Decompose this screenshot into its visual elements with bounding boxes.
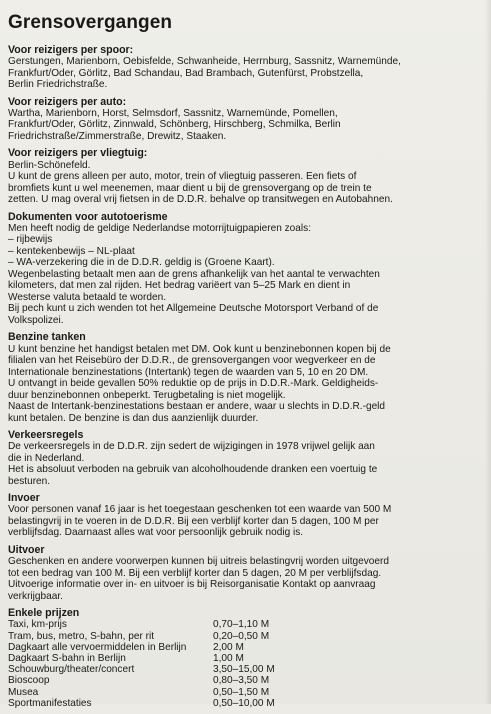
- price-label: Dagkaart alle vervoermiddelen in Berlijn: [8, 641, 187, 653]
- price-value: 0,80–3,50 M: [213, 675, 270, 687]
- price-label: Sportmanifestaties: [8, 697, 92, 709]
- price-value: 0,70–1,10 M: [213, 619, 270, 631]
- table-row: [8, 642, 333, 653]
- section-heading-traffic-rules: Verkeersregels: [8, 429, 84, 442]
- price-label: Dagkaart S-bahn in Berlijn: [8, 652, 126, 664]
- section-text-traffic-rules: De verkeersregels in de D.D.R. zijn sedert de wijzigingen in 1978 vrijwel gelijk aan die in Nederland. Het is absoluut verboden na gebruik van alcoholhoudende dranken een voertuig te besturen.: [8, 441, 378, 487]
- price-value: 3,50–15,00 M: [213, 664, 275, 676]
- table-row: [8, 675, 333, 686]
- price-label: Taxi, km-prijs: [8, 619, 67, 631]
- page-title: Grensovergangen: [8, 12, 173, 33]
- price-value: 1,00 M: [213, 652, 244, 664]
- table-row: [8, 664, 333, 675]
- section-plane: [8, 147, 478, 205]
- price-value: 0,20–0,50 M: [213, 630, 270, 642]
- price-label: Tram, bus, metro, S-bahn, per rit: [8, 630, 155, 642]
- price-label: Bioscoop: [8, 675, 50, 687]
- section-text-documents: Men heeft nodig de geldige Nederlandse motorrijtuigpapieren zoals: – rijbewijs – kentekenbewijs – NL-plaat – WA-verzekering die in de D.D.R. geldig is (Groene Kaart). Wegenbelasting betaalt men aan de grens afhankelijk van het aantal te verwachten kilometers, dat men zal rijden. Het bedrag variëert van 5–25 Mark en dient in Westerse valuta betaald te worden. Bij pech kunt u zich wenden tot het Allgemeine Deutsche Motorsport Verband of de Volkspolizei.: [8, 222, 380, 326]
- section-text-export: Geschenken en andere voorwerpen kunnen bij uitreis belastingvrij worden uitgevoerd tot een bedrag van 100 M. Bij een verblijf korter dan 5 dagen, 20 M per verblijfsdag. Uitvoerige informatie over in- en uitvoer is bij Reisorganisatie Kontakt op aanvraag verkrijgbaar.: [8, 556, 389, 602]
- page-edge-shadow: [485, 0, 491, 704]
- price-label: Schouwburg/theater/concert: [8, 664, 135, 676]
- section-text-plane: Berlin-Schönefeld. U kunt de grens alleen per auto, motor, trein of vliegtuig passeren. Een fiets of bromfiets kunt u wel meenemen, maar dient u bij de grensovergang op de trein te zetten. U mag overal vrij fietsen in de D.D.R. behalve op transitwegen en Autobahnen.: [8, 159, 393, 206]
- table-row: [8, 619, 333, 630]
- section-petrol: [8, 331, 478, 424]
- section-import: [8, 492, 478, 539]
- table-row: [8, 698, 333, 709]
- section-prices: [8, 607, 478, 709]
- price-value: 2,00 M: [213, 641, 244, 653]
- table-row: [8, 687, 333, 698]
- section-text-petrol: U kunt benzine het handigst betalen met DM. Ook kunt u benzinebonnen kopen bij de filialen van het Reisebüro der D.D.R., de grensovergangen voor wegverkeer en de Internationale benzinestations (Intertank) tegen de waarden van 5, 10 en 20 DM. U ontvangt in beide gevallen 50% reduktie op de prijs in D.D.R.-Mark. Geldigheids- duur benzinebonnen onbeperkt. Terugbetaling is niet mogelijk. Naast de Intertank-benzinestations bestaan er andere, waar u slechts in D.D.R.-geld kunt betalen. De benzine is dan dus aanzienlijk duurder.: [8, 343, 391, 424]
- price-table: [8, 619, 333, 709]
- section-heading-documents: Dokumenten voor autotoerisme: [8, 210, 168, 223]
- price-value: 0,50–10,00 M: [213, 697, 275, 709]
- section-heading-plane: Voor reizigers per vliegtuig:: [8, 147, 148, 160]
- document-content: [8, 12, 478, 714]
- section-heading-export: Uitvoer: [8, 543, 45, 556]
- section-heading-petrol: Benzine tanken: [8, 331, 86, 344]
- section-text-import: Voor personen vanaf 16 jaar is het toegestaan geschenken tot een waarde van 500 M belastingvrij in te voeren in de D.D.R. Bij een verblijf korter dan 5 dagen, 100 M per verblijfsdag. Daarnaast alles wat voor persoonlijk gebruik nodig is.: [8, 504, 392, 539]
- price-label: Musea: [8, 686, 39, 698]
- section-heading-rail: Voor reizigers per spoor:: [8, 44, 134, 56]
- section-heading-car: Voor reizigers per auto:: [8, 95, 127, 108]
- price-value: 0,50–1,50 M: [213, 686, 270, 698]
- section-car: [8, 96, 478, 143]
- table-row: [8, 631, 333, 642]
- table-row: [8, 653, 333, 664]
- section-text-rail: Gerstungen, Marienborn, Oebisfelde, Schwanheide, Herrnburg, Sassnitz, Warnemünde, Frankfurt/Oder, Görlitz, Bad Schandau, Bad Brambach, Gutenfürst, Probstzella, Berlin Friedrichstraße.: [8, 56, 401, 91]
- section-documents: [8, 211, 478, 327]
- section-heading-prices: Enkele prijzen: [8, 607, 80, 620]
- section-rail: [8, 44, 478, 91]
- section-traffic-rules: [8, 429, 478, 487]
- section-export: [8, 544, 478, 602]
- section-heading-import: Invoer: [8, 492, 40, 505]
- section-text-car: Wartha, Marienborn, Horst, Selmsdorf, Sassnitz, Warnemünde, Pomellen, Frankfurt/Oder, Görlitz, Zinnwald, Schönberg, Hirschberg, Schmilka, Berlin Friedrichstraße/Zimmerstraße, Drewitz, Staaken.: [8, 107, 341, 142]
